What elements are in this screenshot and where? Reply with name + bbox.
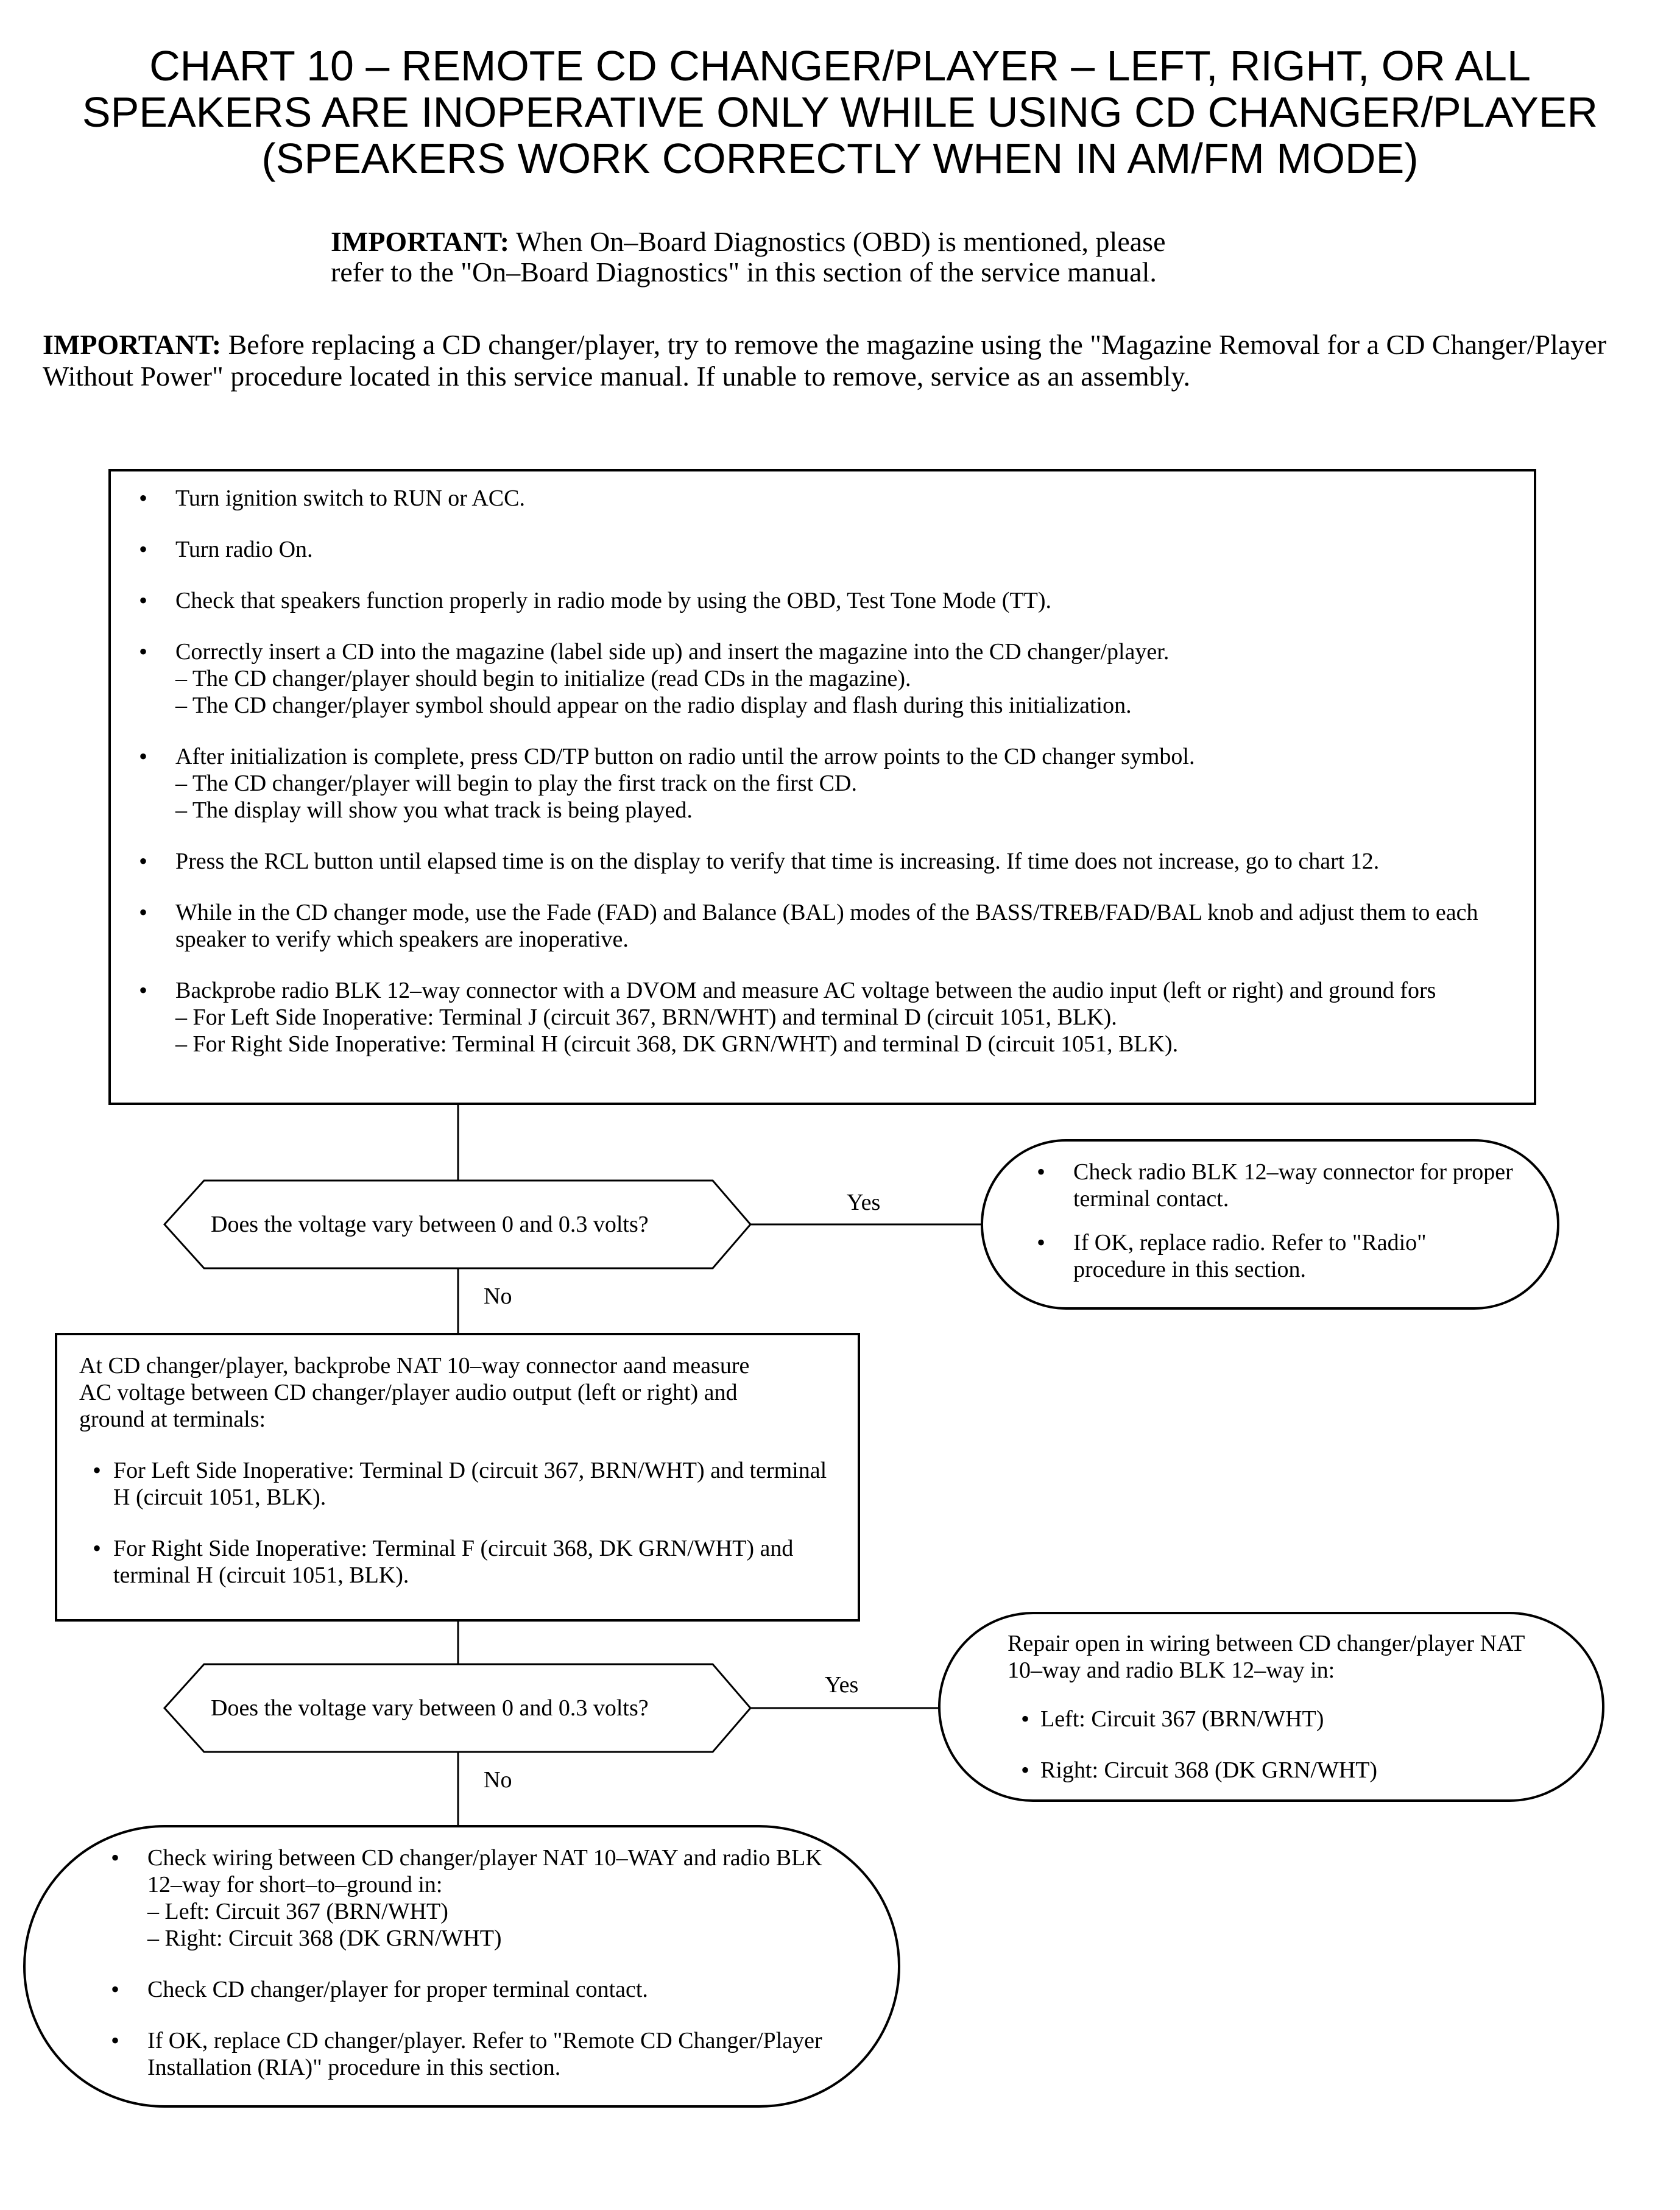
important-label: IMPORTANT: (331, 226, 510, 257)
list-item: • Check that speakers function properly in radio mode by using the OBD, Test Tone Mode (TT). (125, 587, 1509, 614)
important-label: IMPORTANT: (43, 329, 222, 360)
list-item: • While in the CD changer mode, use the Fade (FAD) and Balance (BAL) modes of the BASS/TREB/FAD/BAL knob and adjust them to each speaker to verify which speakers are inoperative. (125, 899, 1509, 953)
list-item: • For Left Side Inoperative: Terminal D (circuit 367, BRN/WHT) and terminal H (circuit 1051, BLK). (79, 1457, 839, 1511)
decision-1-no-label: No (484, 1283, 512, 1309)
result-2-intro: Repair open in wiring between CD changer/player NAT 10–way and radio BLK 12–way in: (1008, 1631, 1525, 1683)
decision-2-question: Does the voltage vary between 0 and 0.3 volts? (211, 1695, 649, 1721)
obd-note-line-1: When On–Board Diagnostics (OBD) is mentioned, please (515, 226, 1166, 257)
list-item: • Backprobe radio BLK 12–way connector with a DVOM and measure AC voltage between the audio input (left or right) and ground fors – For Left Side Inoperative: Terminal J (circuit 367, BRN/WHT) and terminal D (circuit 1051, BLK). – For Right Side Inoperative: Terminal H (circuit 368, DK GRN/WHT) and terminal D (circuit 1051, BLK). (125, 977, 1509, 1057)
sub-item: – The CD changer/player will begin to play the first track on the first CD. (175, 771, 857, 796)
decision-2-no-label: No (484, 1767, 512, 1793)
list-item: • Turn ignition switch to RUN or ACC. (125, 485, 1509, 512)
sub-item: – For Left Side Inoperative: Terminal J (circuit 367, BRN/WHT) and terminal D (circuit 1051, BLK). (175, 1004, 1117, 1030)
decision-1-question: Does the voltage vary between 0 and 0.3 volts? (211, 1212, 649, 1237)
list-item: • If OK, replace CD changer/player. Refer to "Remote CD Changer/Player Installation (RIA)" procedure in this section. (97, 2027, 828, 2081)
sub-item: – The CD changer/player symbol should appear on the radio display and flash during this initialization. (175, 693, 1132, 718)
sub-item: – Right: Circuit 368 (DK GRN/WHT) (147, 1926, 502, 1951)
result-3-content (97, 1845, 828, 2081)
sub-item: – The CD changer/player should begin to initialize (read CDs in the magazine). (175, 666, 911, 691)
result-1-content (1023, 1159, 1523, 1283)
list-item: • Check CD changer/player for proper terminal contact. (97, 1976, 828, 2003)
list-item: • Correctly insert a CD into the magazine (label side up) and insert the magazine into the CD changer/player. – The CD changer/player should begin to initialize (read CDs in the magazine). – The CD changer/player symbol should appear on the radio display and flash during this initialization. (125, 638, 1509, 719)
title-line-1: CHART 10 – REMOTE CD CHANGER/PLAYER – LEFT, RIGHT, OR ALL (149, 42, 1531, 90)
list-item: • After initialization is complete, press CD/TP button on radio until the arrow points to the CD changer symbol. – The CD changer/player will begin to play the first track on the first CD. – The display will show you what track is being played. (125, 743, 1509, 824)
decision-1-yes-label: Yes (847, 1190, 881, 1215)
list-item: • If OK, replace radio. Refer to "Radio" procedure in this section. (1023, 1229, 1523, 1283)
list-item: • Check radio BLK 12–way connector for proper terminal contact. (1023, 1159, 1523, 1212)
sub-item: – The display will show you what track is being played. (175, 797, 693, 823)
list-item: • Turn radio On. (125, 536, 1509, 563)
list-item: • Right: Circuit 368 (DK GRN/WHT) (1008, 1757, 1556, 1784)
sub-item: – Left: Circuit 367 (BRN/WHT) (147, 1899, 448, 1924)
decision-2-yes-label: Yes (825, 1672, 859, 1698)
list-item: • Press the RCL button until elapsed time is on the display to verify that time is increasing. If time does not increase, go to chart 12. (125, 848, 1509, 875)
title-line-3: (SPEAKERS WORK CORRECTLY WHEN IN AM/FM MODE) (261, 135, 1419, 182)
magazine-note-text: Before replacing a CD changer/player, try to remove the magazine using the "Magazine Removal for a CD Changer/Player Without Power" procedure located in this service manual. If unable to remove, service as an assembly. (43, 329, 1607, 392)
obd-note-line-2: refer to the "On–Board Diagnostics" in this section of the service manual. (331, 256, 1157, 288)
step-1-box (108, 469, 1536, 1105)
step-2-box (55, 1333, 860, 1622)
sub-item: – For Right Side Inoperative: Terminal H (circuit 368, DK GRN/WHT) and terminal D (circuit 1051, BLK). (175, 1031, 1179, 1057)
title-line-2: SPEAKERS ARE INOPERATIVE ONLY WHILE USING CD CHANGER/PLAYER (82, 88, 1598, 136)
list-item: • Check wiring between CD changer/player NAT 10–WAY and radio BLK 12–way for short–to–ground in: – Left: Circuit 367 (BRN/WHT) – Right: Circuit 368 (DK GRN/WHT) (97, 1845, 828, 1952)
list-item: • Left: Circuit 367 (BRN/WHT) (1008, 1706, 1556, 1732)
list-item: • For Right Side Inoperative: Terminal F (circuit 368, DK GRN/WHT) and terminal H (circuit 1051, BLK). (79, 1535, 839, 1589)
result-2-content (1008, 1630, 1556, 1784)
step-2-intro: At CD changer/player, backprobe NAT 10–way connector aand measure AC voltage between CD changer/player audio output (left or right) and ground at terminals: (79, 1353, 750, 1432)
